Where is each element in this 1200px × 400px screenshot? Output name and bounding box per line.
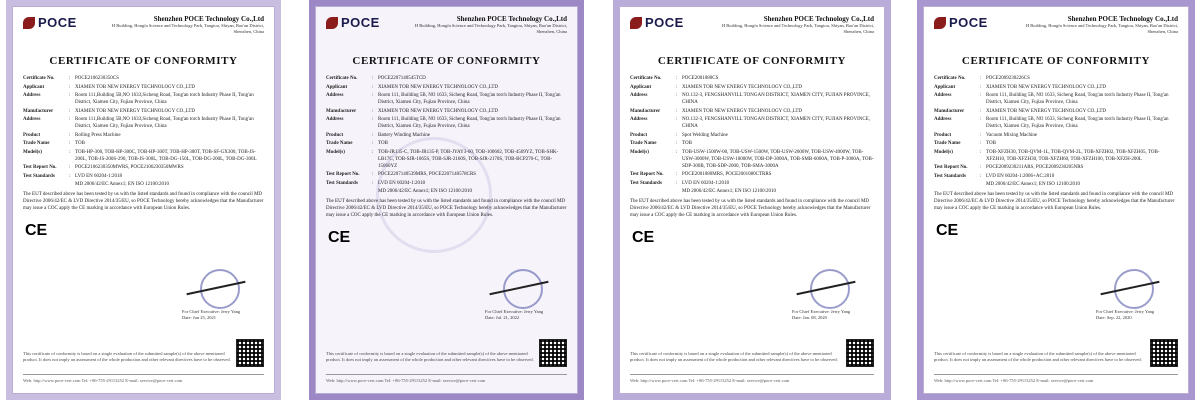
- manufacturer-address-label: Address: [326, 117, 344, 122]
- test-standards-label: Test Standards: [934, 173, 966, 179]
- certificate-body: POCE Shenzhen POCE Technology Co.,Ltd H Building, Hongfa Science and Technology Park, Tangtou, Shiyan, Bao'an District, Shenzhen, China CERTIFICATE OF CONFORMITY Certificate No. : POCE2106230350CS Applicant : XIAMEN TOB NEW ENERGY TECHNOLOGY CO.,LTD Address : Room 111,Building 5B,NO 1633,Sicheng Road, Tong'an torch Industry Phase II, Tong'an District, Xiamen City, Fujian Province, China Manufacturer : XIAMEN TOB NEW ENERGY TECHNOLOGY CO.,LTD Address : Room 111,Building 5B,NO 1633,Sicheng Road, Tong'an torch Industry Phase II, Tong'an District, Xiamen City, Fujian Province, China Product : Rolling Press Machine Trade Name : TOB Model(s) : TOB-HP-300, TOB-HP-300C, TOB-HP-300T, TOB-HP-300T, TOB-SF-GX300, TOB-JS-200L, TOB-JS-200S-290, TOB-JS-300L, TOB-DG-150L, TOB-DG-200L, TOB-DG-300L Test Report No. : POCE2106230350MWRS, POCE2106230350MWRS Test Standards : LVD EN 60204-1:2018 MD 2006/42/EC Annex1; EN ISO 12100:2010 The EUT described above has been tested by us with the listed standards and found in compliance with the council MD Directive 2006/42/EC & LVD Directive 2014/35/EU, so POCE Technology hereby acknowledges that the Manufacturer may issue a COC apply the CE marking in accordance with European Union Rules. CE For Chief Executive: Jerry Yang Date: Jun 25, 2021 This certificate of conformity is based on a single evaluation of the submitted sample(s) of the above mentioned product. It does not imply an assessment of the whole production and other relevant directives have to be observed. Web: http://www.poce-cert.com Tel: +86-755-29113252 E-mail: service@poce-cert.com: [12, 6, 275, 394]
- models-label: Model(s): [934, 149, 953, 155]
- conformity-statement: The EUT described above has been tested by us with the listed standards and found in compliance with the council MD Directive 2006/42/EC & LVD Directive 2014/35/EU, so POCE Technology hereby acknowledges that the Manufacturer may issue a COC apply the CE marking in accordance with European Union Rules.: [326, 199, 567, 218]
- disclaimer-note: This certificate of conformity is based on a single evaluation of the submitted sample(s) of the above mentioned product. It does not imply an assessment of the whole production and other relevant directives have to be observed.: [934, 351, 1142, 362]
- signature-block: [182, 269, 252, 321]
- trade-name-label: Trade Name: [326, 141, 353, 146]
- manufacturer-label: Manufacturer: [630, 108, 661, 114]
- applicant-label: Applicant: [23, 84, 45, 90]
- certificate-footer: Web: http://www.poce-cert.com Tel: +86-755-29113252 E-mail: service@poce-cert.com: [630, 374, 874, 383]
- test-standards-value: LVD EN 60204-1:2018: [75, 173, 123, 179]
- certificate-header: [326, 15, 567, 45]
- qr-code-icon: [539, 339, 567, 367]
- manufacturer-address-value: NO.132-3, FENGSHANVILL TONGAN DISTRICT, XIAMEN CITY, FUJIAN PROVINCE, CHINA: [682, 117, 871, 129]
- certificate-header: [934, 15, 1178, 45]
- watermark-seal-icon: [376, 137, 492, 253]
- trade-name-label: Trade Name: [23, 141, 50, 146]
- cert-no-label: Certificate No.: [326, 76, 358, 81]
- ce-mark: CE: [632, 229, 655, 246]
- product-label: Product: [23, 132, 41, 138]
- signature-caption: For Chief Executive: Jerry Yang: [182, 309, 241, 314]
- issue-date: Date: Jan. 08, 2020: [792, 315, 827, 320]
- signature-block: [485, 269, 555, 321]
- md-standard-value: MD 2006/42/EC Annex1; EN ISO 12100:2010: [682, 189, 777, 194]
- qr-code-icon: [1150, 339, 1178, 367]
- test-report-value: POCE2009230211ARS, POCE2009230205NRS: [986, 165, 1084, 170]
- logo-text: POCE: [341, 15, 380, 30]
- product-value: Battery Winding Machine: [378, 132, 430, 138]
- applicant-label: Applicant: [630, 84, 652, 90]
- signature-caption: For Chief Executive: Jerry Yang: [1096, 309, 1155, 314]
- product-value: Rolling Press Machine: [75, 132, 121, 138]
- certificate-2: [309, 0, 584, 400]
- trade-name-value: TOB: [682, 141, 692, 146]
- disclaimer-note: This certificate of conformity is based on a single evaluation of the submitted sample(s) of the above mentioned product. It does not imply an assessment of the whole production and other relevant directives have to be observed.: [630, 351, 838, 362]
- issue-date: Date: Jun 25, 2021: [182, 315, 216, 320]
- address-value: Room 111,Building 5B,NO 1633,Sicheng Road, Tong'an torch Industry Phase II, Tong'an District, Xiamen City, Fujian Province, China: [75, 93, 254, 105]
- poce-logo: [934, 15, 988, 30]
- applicant-value: XIAMEN TOB NEW ENERGY TECHNOLOGY CO.,LTD: [986, 84, 1107, 90]
- product-label: Product: [326, 132, 344, 138]
- logo-text: POCE: [38, 15, 77, 30]
- md-standard-value: MD 2006/42/EC Annex1; EN ISO 12100:2010: [75, 182, 170, 187]
- certificate-header: [630, 15, 874, 45]
- test-report-value: POCE2001080MRS, POCE2001080CTRRS: [682, 172, 772, 177]
- certificate-footer: Web: http://www.poce-cert.com Tel: +86-755-29113252 E-mail: service@poce-cert.com: [326, 374, 567, 383]
- address-value: Room 111, Building 5B, NO 1633, Sicheng Road, Tong'an torch Industry Phase II, Tong'an District, Xiamen City, Fujian Province, China: [986, 93, 1169, 105]
- certificate-4: [917, 0, 1195, 400]
- cert-no-label: Certificate No.: [630, 76, 662, 81]
- manufacturer-label: Manufacturer: [934, 108, 965, 114]
- address-label: Address: [326, 93, 344, 98]
- certificate-title: CERTIFICATE OF CONFORMITY: [49, 55, 238, 67]
- test-standards-label: Test Standards: [23, 173, 55, 179]
- certificate-body: POCE Shenzhen POCE Technology Co.,Ltd H Building, Hongfa Science and Technology Park, Tangtou, Shiyan, Bao'an District, Shenzhen, China CERTIFICATE OF CONFORMITY Certificate No. : POCE2009230226CS Applicant : XIAMEN TOB NEW ENERGY TECHNOLOGY CO.,LTD Address : Room 111, Building 5B, NO 1633, Sicheng Road, Tong'an torch Industry Phase II, Tong'an District, Xiamen City, Fujian Province, China Manufacturer : XIAMEN TOB NEW ENERGY TECHNOLOGY CO.,LTD Address : Room 111, Building 5B, NO 1633, Sicheng Road, Tong'an torch Industry Phase II, Tong'an District, Xiamen City, Fujian Province, China Product : Vacuum Mixing Machine Trade Name : TOB Model(s) : TOB-XFZH30, TOB-QVM-1L, TOB-QVM-2L, TOB-XFZH02, TOB-XFZH05, TOB-XFZH10, TOB-XFZH30, TOB-XFZH60, TOB-XFZH100, TOB-XFZH-200L Test Report No. : POCE2009230211ARS, POCE2009230205NRS Test Standards : LVD EN 60204-1:2006+AC:2010 MD 2006/42/EC Annex1; EN ISO 12100:2010 The EUT described above has been tested by us with the listed standards and found in compliance with the council MD Directive 2006/42/EC & LVD Directive 2014/35/EU, so POCE Technology hereby acknowledges that the Manufacturer may issue a COC apply the CE marking in accordance with European Union Rules. CE For Chief Executive: Jerry Yang Date: Sep. 22, 2020 This certificate of conformity is based on a single evaluation of the submitted sample(s) of the above mentioned product. It does not imply an assessment of the whole production and other relevant directives have to be observed. Web: http://www.poce-cert.com Tel: +86-755-29113252 E-mail: service@poce-cert.com: [923, 6, 1189, 394]
- models-value: TOB-HP-300, TOB-HP-300C, TOB-HP-300T, TOB-HP-300T, TOB-SF-GX300, TOB-JS-200L, TOB-JS-200S-290, TOB-JS-300L, TOB-DG-150L, TOB-DG-200L, TOB-DG-300L: [75, 149, 257, 162]
- test-report-label: Test Report No.: [23, 165, 57, 170]
- certificate-header: [23, 15, 264, 45]
- test-standards-label: Test Standards: [326, 180, 358, 186]
- product-label: Product: [630, 132, 648, 138]
- trade-name-label: Trade Name: [630, 141, 657, 146]
- models-label: Model(s): [630, 149, 649, 155]
- ce-mark: CE: [936, 222, 959, 239]
- test-standards-value: LVD EN 60204-1:2006+AC:2010: [986, 173, 1055, 179]
- trade-name-label: Trade Name: [934, 141, 961, 146]
- certificate-footer: Web: http://www.poce-cert.com Tel: +86-755-29113252 E-mail: service@poce-cert.com: [23, 374, 264, 383]
- manufacturer-label: Manufacturer: [23, 108, 54, 114]
- md-standard-value: MD 2006/42/EC Annex1; EN ISO 12100:2010: [378, 189, 473, 194]
- ce-mark: CE: [25, 222, 48, 239]
- company-address: H Building, Hongfa Science and Technology Park, Tangtou, Shiyan, Bao'an District, Shenzhen, China: [414, 23, 567, 34]
- cert-no-value: POCE2001080CS: [682, 76, 719, 81]
- manufacturer-address-label: Address: [23, 117, 41, 122]
- poce-logo: [23, 15, 77, 30]
- test-standards-value: LVD EN 60204-1:2018: [682, 180, 730, 186]
- qr-code-icon: [846, 339, 874, 367]
- company-name: Shenzhen POCE Technology Co.,Ltd: [763, 15, 874, 23]
- cert-no-label: Certificate No.: [23, 76, 55, 81]
- disclaimer-note: This certificate of conformity is based on a single evaluation of the submitted sample(s) of the above mentioned product. It does not imply an assessment of the whole production and other relevant directives have to be observed.: [326, 351, 534, 362]
- product-label: Product: [934, 132, 952, 138]
- manufacturer-address-value: Room 111, Building 5B, NO 1633, Sicheng Road, Tong'an torch Industry Phase II, Tong'an District, Xiamen City, Fujian Province, China: [378, 117, 561, 129]
- issue-date: Date: Sep. 22, 2020: [1096, 315, 1132, 320]
- poce-logo: [630, 15, 684, 30]
- certificate-body: POCE Shenzhen POCE Technology Co.,Ltd H Building, Hongfa Science and Technology Park, Tangtou, Shiyan, Bao'an District, Shenzhen, China CERTIFICATE OF CONFORMITY Certificate No. : POCE2207140545TCD Applicant : XIAMEN TOB NEW ENERGY TECHNOLOGY CO.,LTD Address : Room 111, Building 5B, NO 1633, Sicheng Road, Tong'an torch Industry Phase II, Tong'an District, Xiamen City, Fujian Province, China Manufacturer : XIAMEN TOB NEW ENERGY TECHNOLOGY CO.,LTD Address : Room 111, Building 5B, NO 1633, Sicheng Road, Tong'an torch Industry Phase II, Tong'an District, Xiamen City, Fujian Province, China Product : Battery Winding Machine Trade Name : TOB Model(s) : TOB-JR135-C, TOB-JR135-P, TOB-JYAY3-60, TOB-100602, TOB-4509YZ, TOB-SHK-LB17C, TOB-SJR-1065S, TOB-SJR-2160S, TOB-SJR-2170S, TOB-BCP270-C, TOB-15060YZ Test Report No. : POCE2207140539MRS, POCE2207140578CRS Test Standards : LVD EN 60204-1:2018 MD 2006/42/EC Annex1; EN ISO 12100:2010 The EUT described above has been tested by us with the listed standards and found in compliance with the council MD Directive 2006/42/EC & LVD Directive 2014/35/EU, so POCE Technology hereby acknowledges that the Manufacturer may issue a COC apply the CE marking in accordance with European Union Rules. CE For Chief Executive: Jerry Yang Date: Jul. 21, 2022 This certificate of conformity is based on a single evaluation of the submitted sample(s) of the above mentioned product. It does not imply an assessment of the whole production and other relevant directives have to be observed. Web: http://www.poce-cert.com Tel: +86-755-29113252 E-mail: service@poce-cert.com: [315, 6, 578, 394]
- logo-text: POCE: [645, 15, 684, 30]
- certificate-3: [613, 0, 891, 400]
- models-label: Model(s): [23, 149, 42, 155]
- logo-text: POCE: [949, 15, 988, 30]
- signature-caption: For Chief Executive: Jerry Yang: [485, 309, 544, 314]
- test-report-label: Test Report No.: [934, 165, 968, 170]
- certificate-title: CERTIFICATE OF CONFORMITY: [961, 55, 1151, 67]
- test-report-label: Test Report No.: [630, 172, 664, 177]
- poce-logo-icon: [630, 17, 642, 29]
- certificate-footer: Web: http://www.poce-cert.com Tel: +86-755-29113252 E-mail: service@poce-cert.com: [934, 374, 1178, 383]
- models-label: Model(s): [326, 149, 345, 155]
- address-label: Address: [934, 93, 952, 98]
- ce-mark: CE: [328, 229, 351, 246]
- manufacturer-value: XIAMEN TOB NEW ENERGY TECHNOLOGY CO.,LTD: [75, 108, 196, 114]
- company-name: Shenzhen POCE Technology Co.,Ltd: [153, 15, 264, 23]
- cert-no-value: POCE2009230226CS: [986, 76, 1030, 81]
- cert-no-value: POCE2106230350CS: [75, 76, 119, 81]
- trade-name-value: TOB: [75, 141, 85, 146]
- test-standards-label: Test Standards: [630, 180, 662, 186]
- conformity-statement: The EUT described above has been tested by us with the listed standards and found in compliance with the council MD Directive 2006/42/EC & LVD Directive 2014/35/EU, so POCE Technology hereby acknowledges that the Manufacturer may issue a COC apply the CE marking in accordance with European Union Rules.: [934, 192, 1175, 211]
- poce-logo-icon: [934, 17, 946, 29]
- certificate-1: [6, 0, 281, 400]
- models-value: TOB-XFZH30, TOB-QVM-1L, TOB-QVM-2L, TOB-XFZH02, TOB-XFZH05, TOB-XFZH10, TOB-XFZH30, TOB-XFZH60, TOB-XFZH100, TOB-XFZH-200L: [986, 149, 1160, 162]
- manufacturer-value: XIAMEN TOB NEW ENERGY TECHNOLOGY CO.,LTD: [682, 108, 803, 114]
- models-value: TOB-JR135-C, TOB-JR135-P, TOB-JYAY3-60, TOB-100602, TOB-4509YZ, TOB-SHK-LB17C, TOB-SJR-1065S, TOB-SJR-2160S, TOB-SJR-2170S, TOB-BCP270-C, TOB-15060YZ: [378, 149, 559, 169]
- poce-logo-icon: [326, 17, 338, 29]
- md-standard-value: MD 2006/42/EC Annex1; EN ISO 12100:2010: [986, 182, 1081, 187]
- address-value: Room 111, Building 5B, NO 1633, Sicheng Road, Tong'an torch Industry Phase II, Tong'an District, Xiamen City, Fujian Province, China: [378, 93, 561, 105]
- conformity-statement: The EUT described above has been tested by us with the listed standards and found in compliance with the council MD Directive 2006/42/EC & LVD Directive 2014/35/EU, so POCE Technology hereby acknowledges that the Manufacturer may issue a COC apply the CE marking in accordance with European Union Rules.: [23, 192, 264, 211]
- poce-logo-icon: [23, 17, 35, 29]
- address-label: Address: [23, 93, 41, 98]
- manufacturer-address-label: Address: [630, 117, 648, 122]
- company-address: H Building, Hongfa Science and Technology Park, Tangtou, Shiyan, Bao'an District, Shenzhen, China: [721, 23, 874, 34]
- poce-logo: [326, 15, 380, 30]
- applicant-label: Applicant: [326, 84, 348, 90]
- certificate-title: CERTIFICATE OF CONFORMITY: [352, 55, 541, 67]
- manufacturer-value: XIAMEN TOB NEW ENERGY TECHNOLOGY CO.,LTD: [378, 108, 499, 114]
- certificate-title: CERTIFICATE OF CONFORMITY: [657, 55, 847, 67]
- manufacturer-address-value: Room 111,Building 5B,NO 1633,Sicheng Road, Tong'an torch Industry Phase II, Tong'an District, Xiamen City, Fujian Province, China: [75, 117, 254, 129]
- test-report-value: POCE2106230350MWRS, POCE2106230350MWRS: [75, 165, 184, 170]
- applicant-value: XIAMEN TOB NEW ENERGY TECHNOLOGY CO.,LTD: [75, 84, 196, 90]
- signature-caption: For Chief Executive: Jerry Yang: [792, 309, 851, 314]
- cert-no-value: POCE2207140545TCD: [378, 76, 426, 81]
- product-value: Vacuum Mixing Machine: [986, 132, 1038, 138]
- conformity-statement: The EUT described above has been tested by us with the listed standards and found in compliance with the council MD Directive 2006/42/EC & LVD Directive 2014/35/EU, so POCE Technology hereby acknowledges that the Manufacturer may issue a COC apply the CE marking in accordance with European Union Rules.: [630, 199, 871, 218]
- test-report-value: POCE2207140539MRS, POCE2207140578CRS: [378, 172, 477, 177]
- manufacturer-value: XIAMEN TOB NEW ENERGY TECHNOLOGY CO.,LTD: [986, 108, 1107, 114]
- applicant-value: XIAMEN TOB NEW ENERGY TECHNOLOGY CO.,LTD: [378, 84, 499, 90]
- trade-name-value: TOB: [378, 141, 388, 146]
- applicant-value: XIAMEN TOB NEW ENERGY TECHNOLOGY CO.,LTD: [682, 84, 803, 90]
- issue-date: Date: Jul. 21, 2022: [485, 315, 520, 320]
- test-report-label: Test Report No.: [326, 172, 360, 177]
- applicant-label: Applicant: [934, 84, 956, 90]
- company-address: H Building, Hongfa Science and Technology Park, Tangtou, Shiyan, Bao'an District, Shenzhen, China: [1025, 23, 1178, 34]
- address-label: Address: [630, 93, 648, 98]
- signature-block: [1096, 269, 1166, 321]
- models-value: TOB-USW-1500W-00, TOB-USW-1500W, TOB-USW-2600W, TOB-USW-4000W, TOB-USW-3000W, TOB-USW-10000W, TOB-DP-3000A, TOB-SMB-6000A, TOB-P-3000A, TOB-SDP-300B, TOB-SDP-2000, TOB-SMA-3000A: [682, 149, 874, 169]
- cert-no-label: Certificate No.: [934, 76, 966, 81]
- signature-block: [792, 269, 862, 321]
- manufacturer-address-value: Room 111, Building 5B, NO 1633, Sicheng Road, Tong'an torch Industry Phase II, Tong'an District, Xiamen City, Fujian Province, China: [986, 117, 1169, 129]
- manufacturer-label: Manufacturer: [326, 108, 357, 114]
- test-standards-value: LVD EN 60204-1:2018: [378, 180, 426, 186]
- company-name: Shenzhen POCE Technology Co.,Ltd: [456, 15, 567, 23]
- trade-name-value: TOB: [986, 141, 996, 146]
- company-address: H Building, Hongfa Science and Technology Park, Tangtou, Shiyan, Bao'an District, Shenzhen, China: [111, 23, 264, 34]
- manufacturer-address-label: Address: [934, 117, 952, 122]
- company-name: Shenzhen POCE Technology Co.,Ltd: [1067, 15, 1178, 23]
- disclaimer-note: This certificate of conformity is based on a single evaluation of the submitted sample(s) of the above mentioned product. It does not imply an assessment of the whole production and other relevant directives have to be observed.: [23, 351, 231, 362]
- address-value: NO.132-3, FENGSHANVILL TONGAN DISTRICT, XIAMEN CITY, FUJIAN PROVINCE, CHINA: [682, 93, 871, 105]
- qr-code-icon: [236, 339, 264, 367]
- certificate-body: POCE Shenzhen POCE Technology Co.,Ltd H Building, Hongfa Science and Technology Park, Tangtou, Shiyan, Bao'an District, Shenzhen, China CERTIFICATE OF CONFORMITY Certificate No. : POCE2001080CS Applicant : XIAMEN TOB NEW ENERGY TECHNOLOGY CO.,LTD Address : NO.132-3, FENGSHANVILL TONGAN DISTRICT, XIAMEN CITY, FUJIAN PROVINCE, CHINA Manufacturer : XIAMEN TOB NEW ENERGY TECHNOLOGY CO.,LTD Address : NO.132-3, FENGSHANVILL TONGAN DISTRICT, XIAMEN CITY, FUJIAN PROVINCE, CHINA Product : Spot Welding Machine Trade Name : TOB Model(s) : TOB-USW-1500W-00, TOB-USW-1500W, TOB-USW-2600W, TOB-USW-4000W, TOB-USW-3000W, TOB-USW-10000W, TOB-DP-3000A, TOB-SMB-6000A, TOB-P-3000A, TOB-SDP-300B, TOB-SDP-2000, TOB-SMA-3000A Test Report No. : POCE2001080MRS, POCE2001080CTRRS Test Standards : LVD EN 60204-1:2018 MD 2006/42/EC Annex1; EN ISO 12100:2010 The EUT described above has been tested by us with the listed standards and found in compliance with the council MD Directive 2006/42/EC & LVD Directive 2014/35/EU, so POCE Technology hereby acknowledges that the Manufacturer may issue a COC apply the CE marking in accordance with European Union Rules. CE For Chief Executive: Jerry Yang Date: Jan. 08, 2020 This certificate of conformity is based on a single evaluation of the submitted sample(s) of the above mentioned product. It does not imply an assessment of the whole production and other relevant directives have to be observed. Web: http://www.poce-cert.com Tel: +86-755-29113252 E-mail: service@poce-cert.com: [619, 6, 885, 394]
- product-value: Spot Welding Machine: [682, 132, 728, 138]
